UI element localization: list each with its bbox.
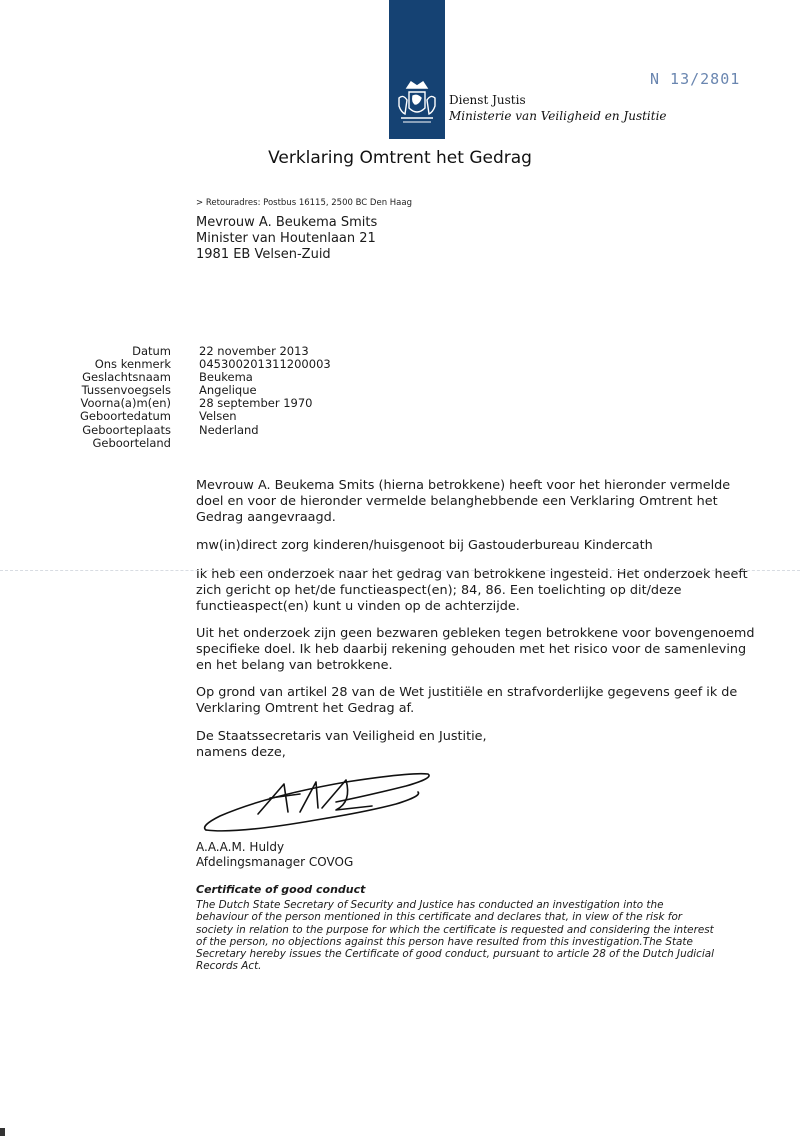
organization-name: Dienst Justis (449, 93, 526, 107)
addressee-street: Minister van Houtenlaan 21 (196, 231, 376, 246)
document-title: Verklaring Omtrent het Gedrag (268, 148, 532, 168)
paragraph-purpose: mw(in)direct zorg kinderen/huisgenoot bij Gastouderbureau Kindercath (196, 538, 653, 553)
meta-label-infix: Tussenvoegsels (81, 383, 171, 398)
paragraph-request: Mevrouw A. Beukema Smits (hierna betrokkene) heeft voor het hieronder vermelde doel en voor de hieronder vermelde belanghebbende een Verklaring Omtrent het Gedrag aangevraagd. (196, 478, 731, 525)
scan-mark (0, 1128, 5, 1136)
handwritten-signature (196, 768, 436, 840)
meta-label-date: Datum (132, 344, 171, 358)
signatory-block (196, 840, 353, 870)
organization-block (449, 92, 667, 124)
reference-stamp: N 13/2801 (650, 70, 741, 88)
meta-value-reference: 045300201311200003 (199, 357, 331, 372)
meta-value-date: 22 november 2013 (199, 344, 309, 358)
meta-value-birth-date: 28 september 1970 (199, 396, 313, 411)
metadata-labels (60, 345, 171, 450)
signatory-name: A.A.A.M. Huldy (196, 840, 285, 854)
signatory-position: Afdelingsmanager COVOG (196, 855, 354, 869)
meta-value-surname: Beukema (199, 370, 253, 385)
meta-label-birth-country: Geboorteland (92, 435, 171, 450)
addressee-name: Mevrouw A. Beukema Smits (196, 215, 378, 230)
addressee-block (196, 215, 377, 263)
meta-value-birth-country: Nederland (199, 422, 259, 437)
return-address: > Retouradres: Postbus 16115, 2500 BC Den Haag (196, 198, 412, 208)
certificate-title: Certificate of good conduct (196, 883, 366, 896)
meta-label-birth-date: Geboortedatum (79, 409, 171, 424)
meta-label-reference: Ons kenmerk (94, 357, 171, 372)
paragraph-investigation: Ik heb een onderzoek naar het gedrag van betrokkene ingesteld. Het onderzoek heeft zich gericht op het/de functieaspect(en); 84, 86. Een toelichting op dit/deze functieaspect(en) kunt u vinden op de achterzijde. (196, 567, 748, 614)
addressee-city: 1981 EB Velsen-Zuid (196, 247, 331, 262)
paragraph-legal-basis: Op grond van artikel 28 van de Wet justitiële en strafvorderlijke gegevens geef ik de Verklaring Omtrent het Gedrag af. (196, 685, 738, 716)
meta-label-surname: Geslachtsnaam (82, 370, 171, 385)
ministry-name: Ministerie van Veiligheid en Justitie (449, 109, 667, 123)
certificate-text: The Dutch State Secretary of Security and Justice has conducted an investigation into the behaviour of the person mentioned in this certificate and declares that, in view of the risk for society in relation to the purpose for which the certificate is requested and considering the interest of the person, no objections against this person have resulted from this investigation.The State Secretary hereby issues the Certificate of good conduct, pursuant to article 28 of the Dutch Judicial Records Act. (196, 899, 715, 973)
fold-line (0, 570, 800, 571)
paragraph-on-behalf: De Staatssecretaris van Veiligheid en Justitie, namens deze, (196, 729, 487, 760)
meta-value-first-names: Angelique (199, 383, 257, 398)
meta-label-birth-place: Geboorteplaats (82, 422, 171, 437)
meta-value-birth-place: Velsen (199, 409, 237, 424)
meta-label-first-names: Voorna(a)m(en) (80, 396, 171, 411)
government-logo-bar (389, 0, 445, 139)
paragraph-findings: Uit het onderzoek zijn geen bezwaren gebleken tegen betrokkene voor bovengenoemd specifieke doel. Ik heb daarbij rekening gehouden met het risico voor de samenleving en het belang van betrokkene. (196, 626, 755, 673)
coat-of-arms-icon (395, 78, 439, 128)
metadata-values (199, 345, 331, 437)
